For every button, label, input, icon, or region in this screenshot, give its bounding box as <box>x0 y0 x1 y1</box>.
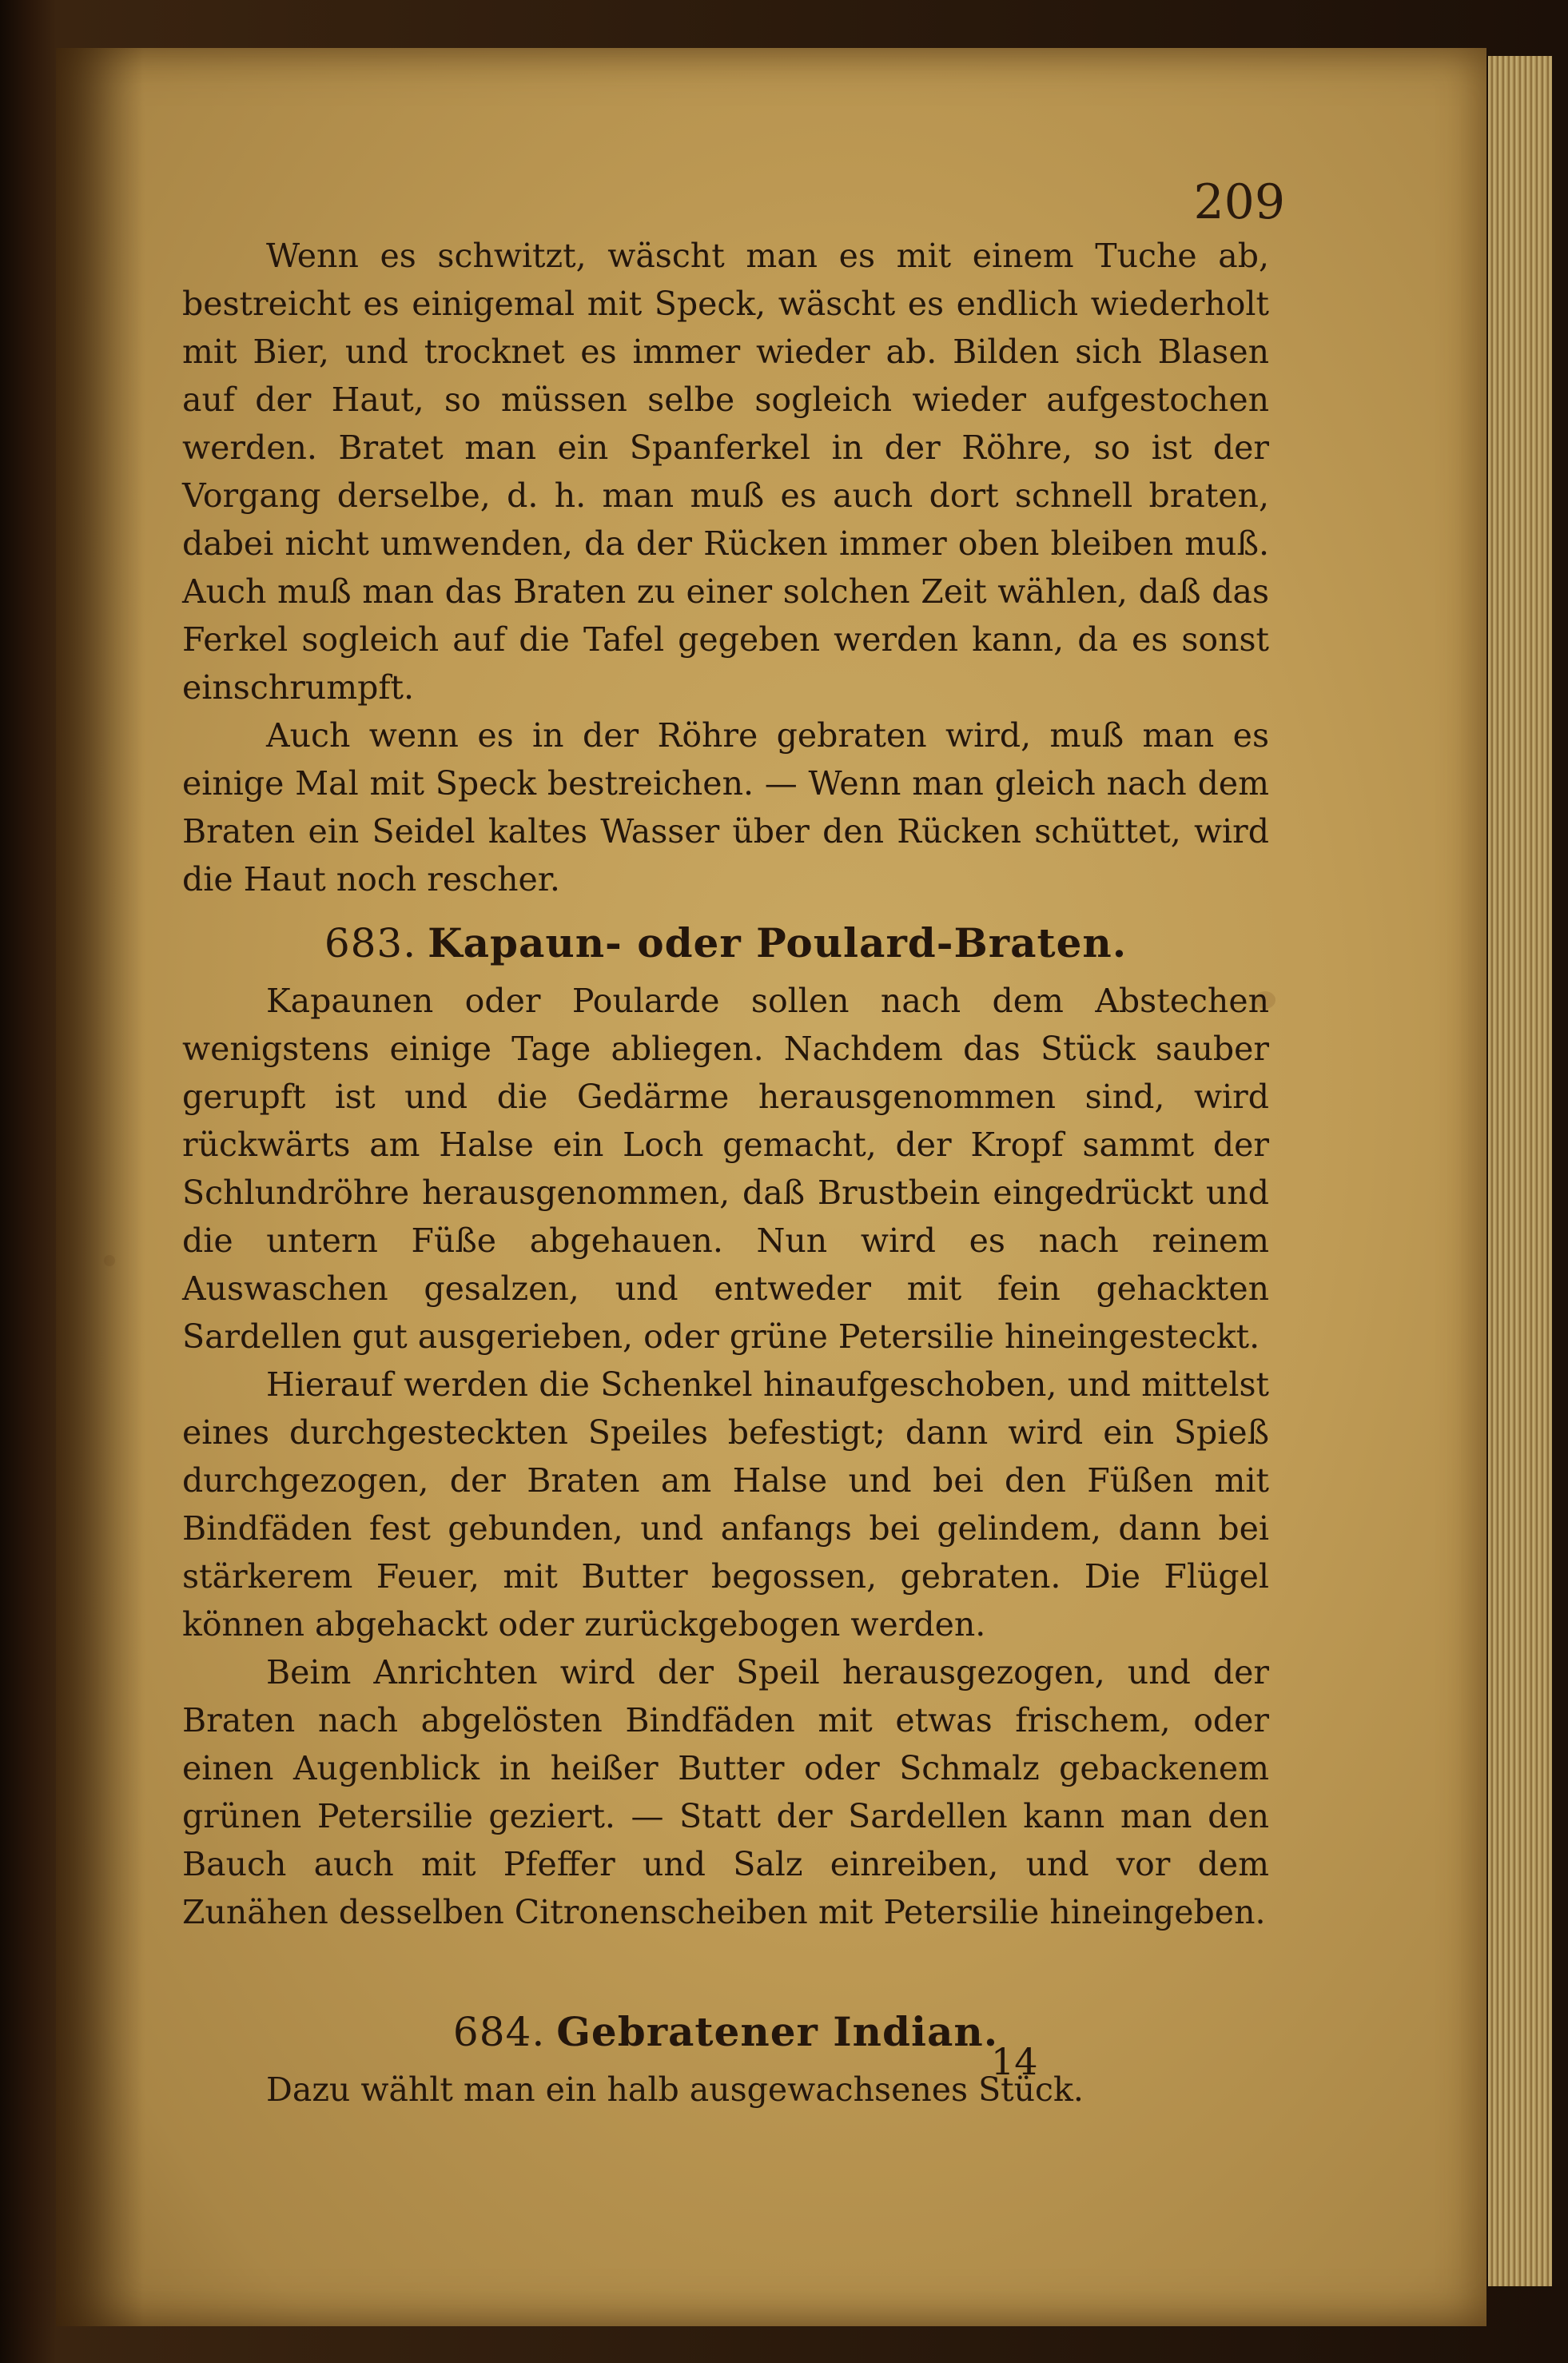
paragraph: Dazu wählt man ein halb ausgewachsenes Stück. <box>266 2070 1084 2109</box>
section-number: 683. <box>324 920 417 966</box>
paragraph: Hierauf werden die Schenkel hinaufgeschoben, und mittelst eines durchgesteckten Speiles befestigt; dann wird ein Spieß durchgezogen, der Braten am Halse und bei den Füßen mit Bindfäden fest gebunden, und anfangs bei gelindem, dann bei stärkerem Feuer, mit Butter begossen, gebraten. Die Flügel können abgehackt oder zurückgebogen werden. <box>182 1365 1269 1644</box>
paragraph: Kapaunen oder Poularde sollen nach dem Abstechen wenigstens einige Tage abliegen. Nachdem das Stück sauber gerupft ist und die Gedärme herausgenommen sind, wird rückwärts am Halse ein Loch gemacht, der Kropf sammt der Schlundröhre herausgenommen, daß Brustbein eingedrückt und die untern Füße abgehauen. Nun wird es nach reinem Auswaschen gesalzen, und entweder mit fein gehackten Sardellen gut ausgerieben, oder grüne Petersilie hineingesteckt. <box>182 982 1269 1356</box>
text-block <box>182 232 1269 2114</box>
section-number: 684. <box>452 2009 546 2055</box>
paragraph: Wenn es schwitzt, wäscht man es mit einem Tuche ab, bestreicht es einigemal mit Speck, wäscht es endlich wiederholt mit Bier, und trocknet es immer wieder ab. Bilden sich Blasen auf der Haut, so müssen selbe sogleich wieder aufgestochen werden. Bratet man ein Spanferkel in der Röhre, so ist der Vorgang derselbe, d. h. man muß es auch dort schnell braten, dabei nicht umwenden, da der Rücken immer oben bleiben muß. Auch muß man das Braten zu einer solchen Zeit wählen, daß das Ferkel sogleich auf die Tafel gegeben werden kann, da es sonst einschrumpft. <box>182 237 1269 707</box>
page-edges <box>1488 56 1552 2286</box>
paragraph: Auch wenn es in der Röhre gebraten wird, muß man es einige Mal mit Speck bestreichen. — Wenn man gleich nach dem Braten ein Seidel kaltes Wasser über den Rücken schüttet, wird die Haut noch rescher. <box>182 716 1269 899</box>
section-heading-684 <box>182 2008 1269 2056</box>
signature-mark: 14 <box>991 2040 1038 2083</box>
section-title: Kapaun- oder Poulard-Braten. <box>428 919 1128 966</box>
paragraph: Beim Anrichten wird der Speil herausgezogen, und der Braten nach abgelösten Bindfäden mit etwas frischem, oder einen Augenblick in heißer Butter oder Schmalz gebackenem grünen Petersilie geziert. — Statt der Sardellen kann man den Bauch auch mit Pfeffer und Salz einreiben, und vor dem Zunähen desselben Citronenscheiben mit Petersilie hineingeben. <box>182 1653 1269 1931</box>
section-heading-683 <box>182 919 1269 967</box>
page-gutter-shadow <box>56 48 144 2326</box>
section-title: Gebratener Indian. <box>556 2008 999 2055</box>
page-number: 209 <box>1193 174 1285 230</box>
